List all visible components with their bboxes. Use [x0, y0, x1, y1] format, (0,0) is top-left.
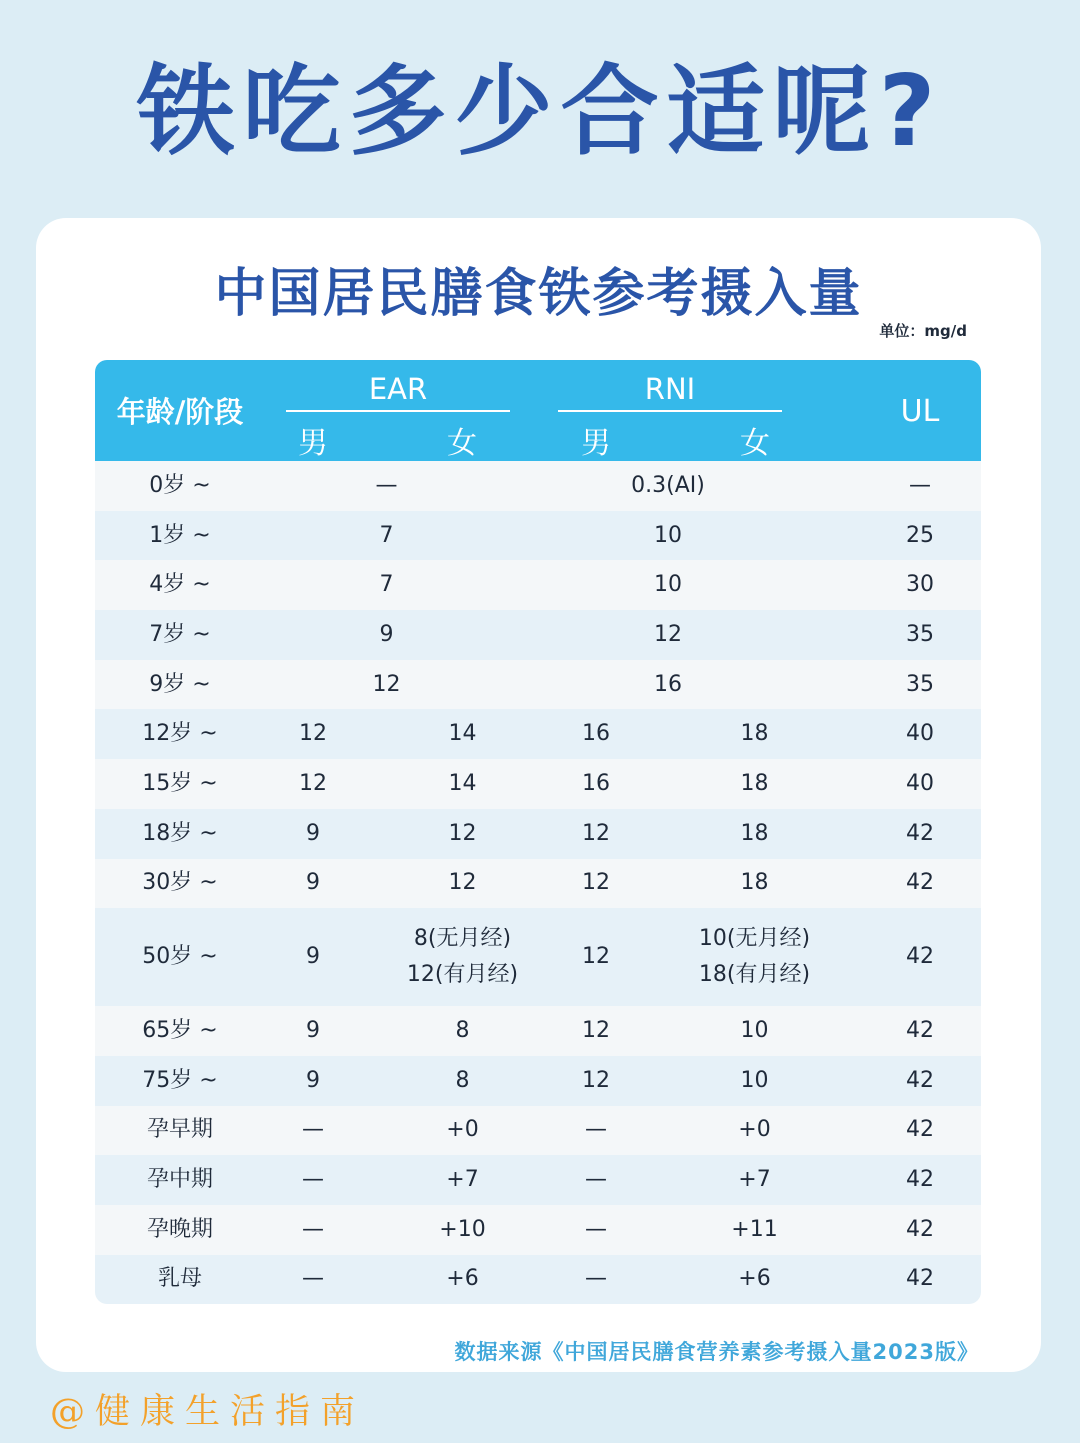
- rni-male-cell: 16: [582, 770, 610, 796]
- header-ear-female: 女: [447, 426, 477, 461]
- ear-female-cell: +7: [446, 1167, 479, 1193]
- ear-female-cell: 14: [448, 721, 477, 747]
- table-row: [95, 1255, 981, 1305]
- rni-male-cell: 12: [582, 944, 610, 970]
- rni-male-cell: 16: [582, 721, 610, 747]
- ear-female-cell: 14: [448, 770, 477, 796]
- rni-female-cell: 18: [740, 721, 769, 747]
- ear-male-cell: —: [302, 1216, 324, 1242]
- age-cell: 4岁 ~: [149, 572, 211, 598]
- ear-cell: 7: [379, 522, 394, 548]
- rni-cell: 16: [654, 671, 682, 697]
- table-row: [95, 908, 981, 1006]
- rni-female-cell: 10: [740, 1018, 769, 1044]
- age-cell: 9岁 ~: [149, 671, 211, 697]
- rni-female-cell: 18: [740, 870, 769, 896]
- ul-cell: 25: [906, 522, 934, 548]
- ear-female-cell: 12: [448, 870, 477, 896]
- rni-female-cell: 10(无月经) 18(有月经): [698, 926, 811, 988]
- table-row: [95, 809, 981, 859]
- age-cell: 65岁 ~: [142, 1018, 218, 1044]
- table-row: [95, 461, 981, 511]
- header-rni: RNI: [644, 372, 696, 406]
- header-age: 年龄/阶段: [116, 395, 244, 429]
- rni-female-cell: +7: [738, 1167, 771, 1193]
- header-ear-divider: [286, 410, 510, 412]
- ear-female-cell: 8: [455, 1067, 470, 1093]
- ear-male-cell: 9: [306, 944, 320, 970]
- ear-male-cell: 9: [306, 1067, 320, 1093]
- header-ul: UL: [900, 394, 940, 429]
- age-cell: 12岁 ~: [142, 721, 218, 747]
- ear-male-cell: 12: [299, 770, 327, 796]
- table-card: [36, 218, 1041, 1372]
- brand-handle: @健康生活指南: [50, 1392, 366, 1432]
- rni-male-cell: 12: [582, 1067, 610, 1093]
- table-row: [95, 660, 981, 710]
- rni-female-cell: +6: [738, 1266, 771, 1292]
- ear-male-cell: 9: [306, 1018, 320, 1044]
- age-cell: 孕中期: [146, 1167, 213, 1193]
- ul-cell: 40: [906, 770, 934, 796]
- table-row: [95, 859, 981, 909]
- rni-cell: 10: [654, 572, 682, 598]
- rni-male-cell: —: [585, 1117, 607, 1143]
- unit-label: 单位：mg/d: [879, 322, 967, 340]
- page-title: 铁吃多少合适呢?: [136, 55, 944, 169]
- ear-female-cell: +10: [439, 1216, 486, 1242]
- rni-female-cell: 18: [740, 820, 769, 846]
- age-cell: 30岁 ~: [142, 870, 218, 896]
- ear-male-cell: 12: [299, 721, 327, 747]
- age-cell: 18岁 ~: [142, 820, 218, 846]
- ul-cell: 35: [906, 671, 934, 697]
- ul-cell: 42: [906, 1216, 934, 1242]
- age-cell: 75岁 ~: [142, 1067, 218, 1093]
- data-source: 数据来源《中国居民膳食营养素参考摄入量2023版》: [454, 1340, 979, 1364]
- ear-cell: 12: [372, 671, 401, 697]
- header-rni-divider: [558, 410, 782, 412]
- table-row: [95, 511, 981, 561]
- age-cell: 15岁 ~: [142, 770, 218, 796]
- table-header: [95, 360, 981, 461]
- ul-cell: 30: [906, 572, 934, 598]
- rni-female-cell: 10: [740, 1067, 769, 1093]
- header-ear: EAR: [368, 372, 428, 406]
- ul-cell: 42: [906, 1018, 934, 1044]
- ear-male-cell: —: [302, 1167, 324, 1193]
- age-cell: 0岁 ~: [149, 472, 211, 498]
- age-cell: 孕晚期: [146, 1216, 213, 1242]
- table-row: [95, 1056, 981, 1106]
- ul-cell: 42: [906, 1117, 934, 1143]
- ear-cell: 9: [379, 621, 394, 647]
- table-row: [95, 1006, 981, 1056]
- table-body: [95, 461, 981, 1304]
- ear-cell: —: [375, 472, 398, 498]
- rni-cell: 0.3(AI): [631, 472, 705, 498]
- table-title: 中国居民膳食铁参考摄入量: [214, 264, 863, 324]
- ear-male-cell: 9: [306, 820, 320, 846]
- ul-cell: 42: [906, 1067, 934, 1093]
- ul-cell: —: [909, 472, 931, 498]
- rni-cell: 12: [654, 621, 682, 647]
- rni-female-cell: +0: [738, 1117, 771, 1143]
- table-row: [95, 1205, 981, 1255]
- rni-male-cell: —: [585, 1266, 607, 1292]
- age-cell: 1岁 ~: [149, 522, 211, 548]
- header-rni-female: 女: [740, 426, 770, 461]
- ear-male-cell: 9: [306, 870, 320, 896]
- ear-male-cell: —: [302, 1266, 324, 1292]
- ear-female-cell: +0: [446, 1117, 479, 1143]
- table-row: [95, 1155, 981, 1205]
- table-row: [95, 709, 981, 759]
- rni-female-cell: 18: [740, 770, 769, 796]
- header-rni-male: 男: [581, 426, 611, 461]
- age-cell: 50岁 ~: [142, 944, 218, 970]
- ul-cell: 42: [906, 944, 934, 970]
- rni-male-cell: 12: [582, 1018, 610, 1044]
- intake-table: [95, 360, 981, 1304]
- rni-female-cell: +11: [731, 1216, 778, 1242]
- header-ear-male: 男: [298, 426, 328, 461]
- ul-cell: 42: [906, 1167, 934, 1193]
- rni-male-cell: 12: [582, 820, 610, 846]
- ear-female-cell: +6: [446, 1266, 479, 1292]
- table-row: [95, 1106, 981, 1156]
- rni-male-cell: —: [585, 1167, 607, 1193]
- ear-male-cell: —: [302, 1117, 324, 1143]
- table-row: [95, 560, 981, 610]
- ul-cell: 42: [906, 820, 934, 846]
- table-row: [95, 610, 981, 660]
- ul-cell: 42: [906, 1266, 934, 1292]
- rni-male-cell: —: [585, 1216, 607, 1242]
- ear-female-cell: 8(无月经) 12(有月经): [406, 926, 519, 988]
- ul-cell: 40: [906, 721, 934, 747]
- table-row: [95, 759, 981, 809]
- ear-female-cell: 8: [455, 1018, 470, 1044]
- ear-cell: 7: [379, 572, 394, 598]
- rni-male-cell: 12: [582, 870, 610, 896]
- ear-female-cell: 12: [448, 820, 477, 846]
- age-cell: 孕早期: [146, 1117, 213, 1143]
- age-cell: 乳母: [157, 1266, 202, 1292]
- ul-cell: 35: [906, 621, 934, 647]
- age-cell: 7岁 ~: [149, 621, 211, 647]
- rni-cell: 10: [654, 522, 682, 548]
- ul-cell: 42: [906, 870, 934, 896]
